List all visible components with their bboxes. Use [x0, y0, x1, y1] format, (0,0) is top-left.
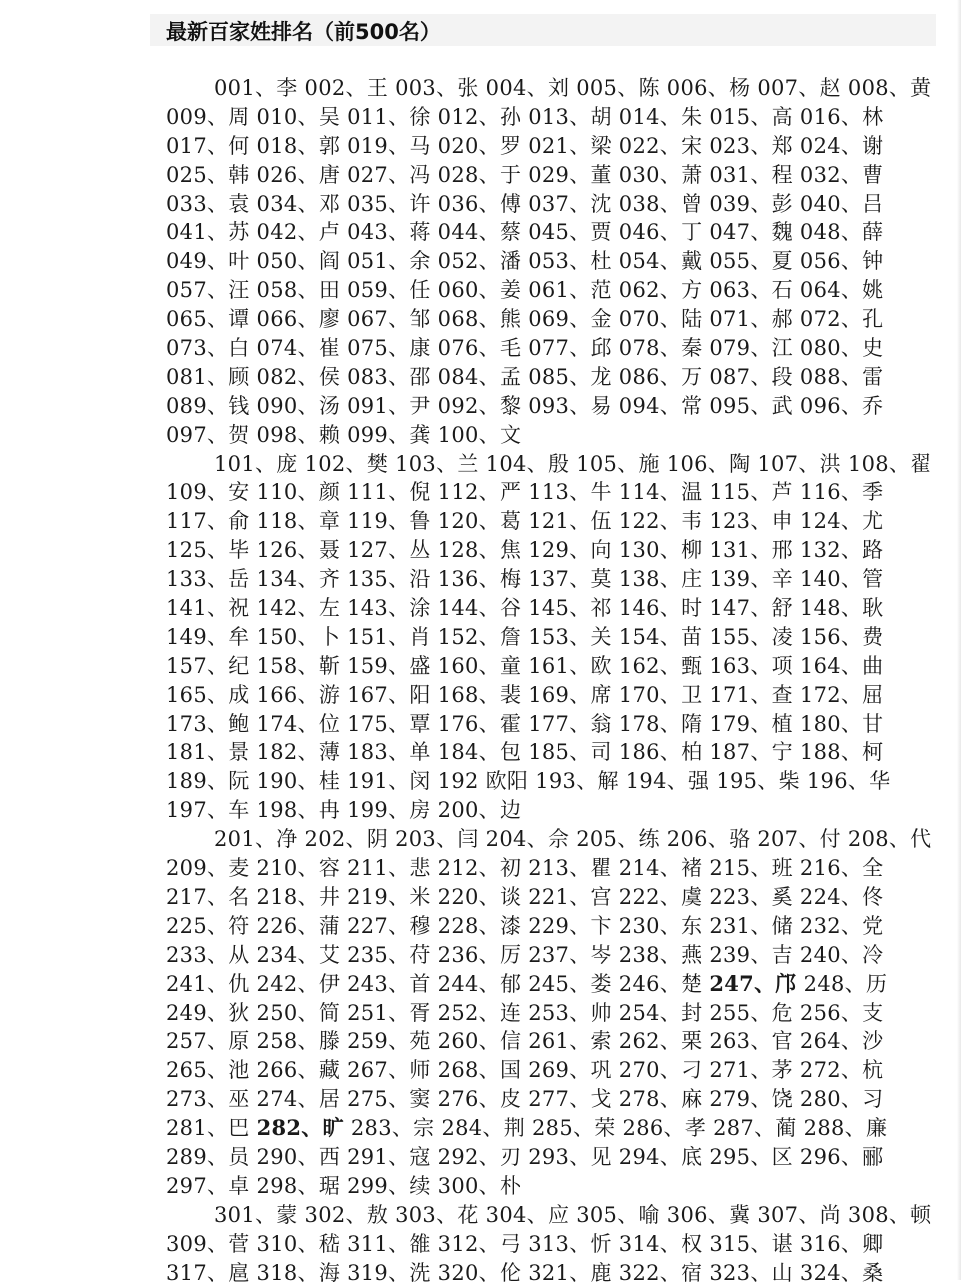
surname-line-text: 057、汪 058、田 059、任 060、姜 061、范 062、方 063、石 064、姚 — [166, 278, 884, 303]
surname-line-text: 197、车 198、冉 199、房 200、边 — [166, 798, 522, 823]
surname-line — [166, 1201, 932, 1230]
surname-line — [166, 1085, 926, 1114]
surname-line-text: 101、庞 102、樊 103、兰 104、殷 105、施 106、陶 107、洪 108、翟 — [214, 451, 932, 476]
surname-line-text: 217、名 218、井 219、米 220、谈 221、宫 222、虞 223、奚 224、佟 — [166, 884, 884, 909]
surname-line — [166, 392, 926, 421]
surname-line-text: 001、李 002、王 003、张 004、刘 005、陈 006、杨 007、赵 008、黄 — [214, 76, 932, 100]
surname-line — [166, 1143, 926, 1172]
surname-line — [166, 478, 926, 507]
surname-line-text: 081、顾 082、侯 083、邵 084、孟 085、龙 086、万 087、段 088、雷 — [166, 364, 884, 389]
surname-line — [166, 681, 926, 710]
surname-line — [166, 854, 926, 883]
surname-line-text: 273、巫 274、居 275、窦 276、皮 277、戈 278、麻 279、饶 280、习 — [166, 1087, 884, 1112]
surname-line-text: 317、扈 318、海 319、洗 320、伦 321、鹿 322、宿 323、山 324、桑 — [166, 1260, 884, 1285]
surname-line-text: 125、毕 126、聂 127、丛 128、焦 129、向 130、柳 131、邢 132、路 — [166, 538, 884, 563]
surname-line-text: 241、仇 242、伊 243、首 244、郁 245、娄 246、楚 — [166, 971, 710, 996]
surname-line — [166, 970, 926, 999]
surname-line-text: 065、谭 066、廖 067、邹 068、熊 069、金 070、陆 071、郝 072、孔 — [166, 307, 884, 332]
surname-line-text: 289、员 290、西 291、寇 292、刃 293、见 294、底 295、区 296、郦 — [166, 1144, 884, 1169]
surname-line — [166, 305, 926, 334]
surname-line-text: 173、鲍 174、位 175、覃 176、霍 177、翁 178、隋 179、植 180、甘 — [166, 711, 884, 736]
surname-line-text: 049、叶 050、阎 051、余 052、潘 053、杜 054、戴 055、夏 056、钟 — [166, 249, 884, 274]
surname-line-text: 249、狄 250、简 251、胥 252、连 253、帅 254、封 255、危 256、支 — [166, 1000, 884, 1025]
surname-line-text: 165、成 166、游 167、阳 168、裴 169、席 170、卫 171、查 172、屈 — [166, 682, 884, 707]
surname-line-text: 157、纪 158、靳 159、盛 160、童 161、欧 162、甄 163、项 164、曲 — [166, 653, 884, 678]
surname-line-text: 117、俞 118、章 119、鲁 120、葛 121、伍 122、韦 123、申 124、尤 — [166, 509, 884, 534]
right-edge-shadow — [957, 0, 961, 1280]
surname-line-text: 297、卓 298、琚 299、续 300、朴 — [166, 1173, 522, 1198]
surname-line-text: 109、安 110、颜 111、倪 112、严 113、牛 114、温 115、芦 116、季 — [166, 480, 884, 505]
surname-line — [166, 652, 926, 681]
surname-line-rest: 248、历 — [796, 971, 888, 996]
surname-line — [166, 161, 926, 190]
surname-line — [166, 363, 926, 392]
surname-line — [166, 912, 926, 941]
surname-line — [166, 565, 926, 594]
surname-line — [166, 218, 926, 247]
surname-list — [166, 74, 932, 1287]
surname-line — [166, 103, 926, 132]
surname-line — [166, 247, 926, 276]
surname-line — [166, 1172, 926, 1201]
surname-line — [166, 507, 926, 536]
surname-line-text: 301、蒙 302、敖 303、花 304、应 305、喻 306、冀 307、尚 308、顿 — [214, 1202, 932, 1227]
surname-line — [166, 536, 926, 565]
page-title: 最新百家姓排名（前500名） — [166, 20, 441, 44]
surname-line — [166, 74, 932, 103]
surname-line-text: 089、钱 090、汤 091、尹 092、黎 093、易 094、常 095、武 096、乔 — [166, 393, 884, 418]
surname-line — [166, 623, 926, 652]
surname-line-rest: 283、宗 284、荆 285、荣 286、孝 287、蔺 288、廉 — [343, 1116, 888, 1141]
surname-line-text: 281、巴 — [166, 1116, 257, 1141]
surname-line-text: 041、苏 042、卢 043、蒋 044、蔡 045、贾 046、丁 047、魏 048、薛 — [166, 220, 884, 245]
surname-line-text: 149、牟 150、卜 151、肖 152、詹 153、关 154、苗 155、凌 156、费 — [166, 624, 884, 649]
surname-line-text: 265、池 266、藏 267、师 268、国 269、巩 270、刁 271、茅 272、杭 — [166, 1058, 884, 1083]
surname-line — [166, 190, 926, 219]
surname-line-text: 017、何 018、郭 019、马 020、罗 021、梁 022、宋 023、郑 024、谢 — [166, 133, 884, 158]
surname-line-text: 133、岳 134、齐 135、沿 136、梅 137、莫 138、庄 139、辛 140、管 — [166, 567, 884, 592]
surname-bold-entry: 247、邝 — [709, 970, 797, 996]
surname-line — [166, 594, 926, 623]
surname-line — [166, 1027, 926, 1056]
surname-line-text: 209、麦 210、容 211、悲 212、初 213、瞿 214、褚 215、班 216、全 — [166, 856, 884, 881]
surname-line-text: 073、白 074、崔 075、康 076、毛 077、邱 078、秦 079、江 080、史 — [166, 336, 884, 361]
surname-line — [166, 334, 926, 363]
surname-line — [166, 1259, 926, 1287]
surname-line — [166, 1056, 926, 1085]
surname-line-text: 033、袁 034、邓 035、许 036、傅 037、沈 038、曾 039、彭 040、吕 — [166, 191, 884, 216]
surname-line — [166, 796, 926, 825]
surname-line-text: 097、贺 098、赖 099、龚 100、文 — [166, 422, 522, 447]
surname-line — [166, 883, 926, 912]
surname-line — [166, 276, 926, 305]
surname-line-text: 141、祝 142、左 143、涂 144、谷 145、祁 146、时 147、舒 148、耿 — [166, 596, 884, 621]
surname-line — [166, 999, 926, 1028]
surname-line — [166, 738, 926, 767]
surname-line — [166, 767, 926, 796]
surname-line — [166, 1230, 926, 1259]
surname-line — [166, 1114, 926, 1143]
surname-bold-entry: 282、旷 — [256, 1115, 344, 1141]
surname-line-text: 009、周 010、吴 011、徐 012、孙 013、胡 014、朱 015、高 016、林 — [166, 104, 884, 129]
surname-line-text: 309、菅 310、嵇 311、雒 312、弓 313、忻 314、权 315、谌 316、卿 — [166, 1231, 884, 1256]
surname-line-text: 257、原 258、滕 259、苑 260、信 261、索 262、栗 263、官 264、沙 — [166, 1029, 884, 1054]
surname-line-text: 201、净 202、阴 203、闫 204、佘 205、练 206、骆 207、付 208、代 — [214, 827, 932, 852]
surname-line — [166, 710, 926, 739]
surname-line — [166, 825, 932, 854]
surname-line — [166, 941, 926, 970]
surname-line — [166, 421, 926, 450]
surname-line-text: 189、阮 190、桂 191、闵 192 欧阳 193、解 194、强 195、柴 196、华 — [166, 769, 891, 794]
surname-line — [166, 450, 932, 479]
surname-line-text: 225、符 226、蒲 227、穆 228、漆 229、卞 230、东 231、储 232、党 — [166, 913, 884, 938]
surname-line-text: 233、从 234、艾 235、苻 236、厉 237、岑 238、燕 239、吉 240、冷 — [166, 942, 884, 967]
surname-line — [166, 132, 926, 161]
surname-line-text: 181、景 182、薄 183、单 184、包 185、司 186、柏 187、宁 188、柯 — [166, 740, 884, 765]
surname-line-text: 025、韩 026、唐 027、冯 028、于 029、董 030、萧 031、程 032、曹 — [166, 162, 884, 187]
